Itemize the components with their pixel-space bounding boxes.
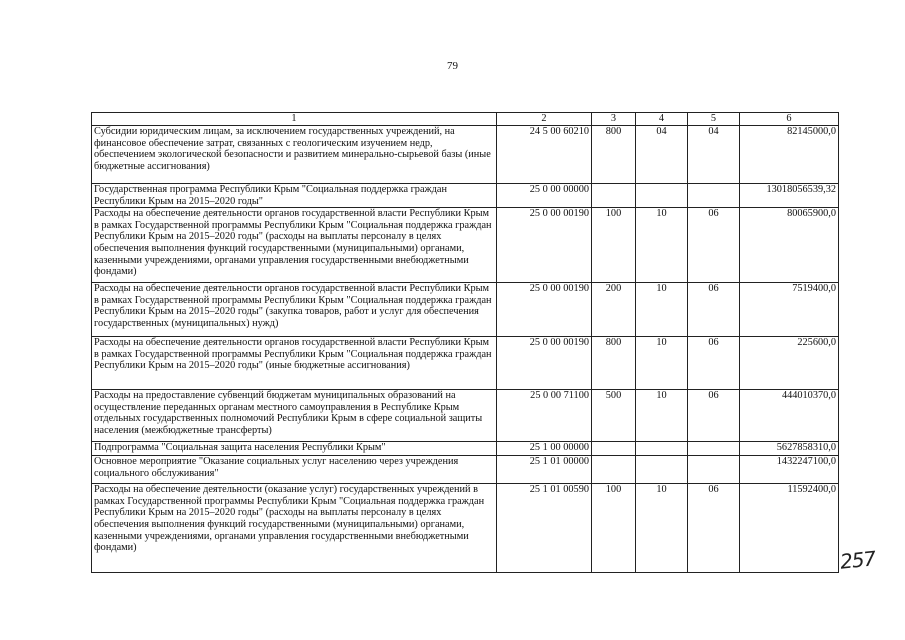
table-header-row [92, 113, 839, 126]
row-section: 10 [636, 484, 688, 573]
row-amount: 11592400,0 [740, 484, 839, 573]
row-target-code: 25 1 01 00590 [497, 484, 592, 573]
page-number: 79 [447, 60, 458, 72]
header-col-2: 2 [497, 113, 592, 126]
header-col-5: 5 [688, 113, 740, 126]
row-expense-type: 200 [592, 283, 636, 337]
row-description: Подпрограмма "Социальная защита населения Республики Крым" [92, 442, 497, 456]
row-section: 04 [636, 126, 688, 184]
row-expense-type [592, 184, 636, 208]
row-expense-type [592, 442, 636, 456]
table-row [92, 442, 839, 456]
row-expense-type [592, 456, 636, 484]
row-subsection [688, 456, 740, 484]
table-row [92, 208, 839, 283]
table-row [92, 337, 839, 390]
row-target-code: 25 0 00 71100 [497, 390, 592, 442]
row-subsection: 04 [688, 126, 740, 184]
header-col-1: 1 [92, 113, 497, 126]
row-expense-type: 500 [592, 390, 636, 442]
row-expense-type: 800 [592, 337, 636, 390]
row-expense-type: 100 [592, 484, 636, 573]
table-row [92, 484, 839, 573]
row-target-code: 25 1 00 00000 [497, 442, 592, 456]
row-description: Основное мероприятие "Оказание социальных услуг населению через учреждения социального обслуживания" [92, 456, 497, 484]
row-expense-type: 100 [592, 208, 636, 283]
row-description: Расходы на обеспечение деятельности органов государственной власти Республики Крым в рамках Государственной программы Республики Крым "Социальная поддержка граждан Республики Крым на 2015–2020 годы" (расходы на выплаты персоналу в целях обеспечения выполнения функций государственными (муниципальными) органами, казенными учреждениями, органами управления государственными внебюджетными фондами) [92, 208, 497, 283]
row-amount: 444010370,0 [740, 390, 839, 442]
row-section [636, 184, 688, 208]
row-subsection [688, 184, 740, 208]
row-section: 10 [636, 390, 688, 442]
row-target-code: 25 0 00 00190 [497, 283, 592, 337]
row-subsection: 06 [688, 484, 740, 573]
budget-table [91, 112, 839, 573]
row-amount: 13018056539,32 [740, 184, 839, 208]
table-row [92, 390, 839, 442]
row-subsection: 06 [688, 283, 740, 337]
row-amount: 1432247100,0 [740, 456, 839, 484]
row-description: Государственная программа Республики Крым "Социальная поддержка граждан Республики Крым на 2015–2020 годы" [92, 184, 497, 208]
table-row [92, 456, 839, 484]
row-amount: 7519400,0 [740, 283, 839, 337]
row-subsection: 06 [688, 390, 740, 442]
row-description: Расходы на обеспечение деятельности органов государственной власти Республики Крым в рамках Государственной программы Республики Крым "Социальная поддержка граждан Республики Крым на 2015–2020 годы" (иные бюджетные ассигнования) [92, 337, 497, 390]
header-col-3: 3 [592, 113, 636, 126]
row-subsection: 06 [688, 208, 740, 283]
handwritten-signature: 257 [838, 546, 877, 574]
row-subsection: 06 [688, 337, 740, 390]
row-target-code: 24 5 00 60210 [497, 126, 592, 184]
table-row [92, 283, 839, 337]
row-section: 10 [636, 208, 688, 283]
table-row [92, 126, 839, 184]
row-section [636, 456, 688, 484]
row-description: Расходы на обеспечение деятельности органов государственной власти Республики Крым в рамках Государственной программы Республики Крым "Социальная поддержка граждан Республики Крым на 2015–2020 годы" (закупка товаров, работ и услуг для обеспечения государственных (муниципальных) нужд) [92, 283, 497, 337]
table-row [92, 184, 839, 208]
row-amount: 80065900,0 [740, 208, 839, 283]
row-section [636, 442, 688, 456]
row-description: Расходы на обеспечение деятельности (оказание услуг) государственных учреждений в рамках Государственной программы Республики Крым "Социальная поддержка граждан Республики Крым на 2015–2020 годы" (расходы на выплаты персоналу в целях обеспечения выполнения функций государственными (муниципальными) органами, казенными учреждениями, органами управления государственными внебюджетными фондами) [92, 484, 497, 573]
row-target-code: 25 0 00 00000 [497, 184, 592, 208]
row-section: 10 [636, 283, 688, 337]
row-amount: 82145000,0 [740, 126, 839, 184]
header-col-6: 6 [740, 113, 839, 126]
row-description: Субсидии юридическим лицам, за исключением государственных учреждений, на финансовое обеспечение затрат, связанных с геологическим изучением недр, обеспечением экологической безопасности и развитием минерально-сырьевой базы (иные бюджетные ассигнования) [92, 126, 497, 184]
row-target-code: 25 0 00 00190 [497, 208, 592, 283]
row-expense-type: 800 [592, 126, 636, 184]
row-section: 10 [636, 337, 688, 390]
row-target-code: 25 0 00 00190 [497, 337, 592, 390]
row-amount: 225600,0 [740, 337, 839, 390]
row-target-code: 25 1 01 00000 [497, 456, 592, 484]
row-subsection [688, 442, 740, 456]
row-amount: 5627858310,0 [740, 442, 839, 456]
row-description: Расходы на предоставление субвенций бюджетам муниципальных образований на осуществление переданных органам местного самоуправления в Республике Крым отдельных государственных полномочий Республики Крым в сфере социальной защиты населения (межбюджетные трансферты) [92, 390, 497, 442]
header-col-4: 4 [636, 113, 688, 126]
